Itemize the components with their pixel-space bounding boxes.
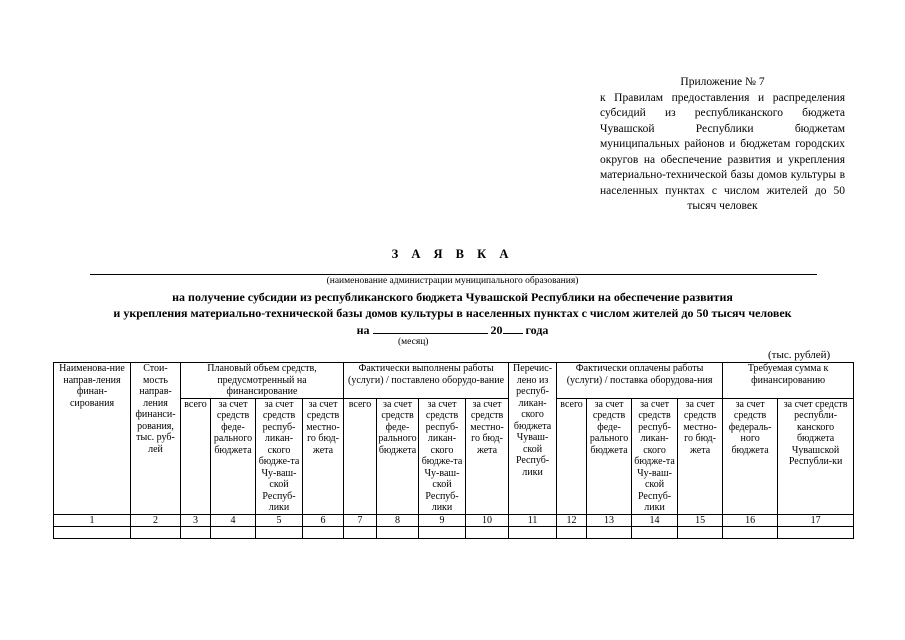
sub-federal: за счет средств феде-рального бюджета	[587, 398, 632, 514]
sub-republic: за счет средств респуб-ликан-ского бюдже-та Чу-ваш-ской Респуб-лики	[419, 398, 466, 514]
column-number-row	[54, 514, 854, 527]
group-required: Требуемая сумма к финансированию	[723, 363, 854, 399]
group-completed: Фактически выполнены работы (услуги) / поставлено оборудо-вание	[344, 363, 509, 399]
sub-required-republic: за счет средств республи-канского бюджета Чувашской Республи-ки	[778, 398, 854, 514]
admin-name-line	[90, 274, 817, 275]
sub-local: за счет средств местно-го бюд-жета	[466, 398, 509, 514]
appendix-text: к Правилам предоставления и распределения субсидий из республиканского бюджета Чувашской Республики бюджетам муниципальных районов и бюджетам городских округов на обеспечение развития и укрепления материально-технической базы домов культуры в населенных пунктах с числом жителей до 50 тысяч человек	[600, 91, 845, 212]
column-number: 7	[344, 514, 377, 527]
date-prefix: на	[356, 323, 370, 337]
appendix-title: Приложение № 7	[680, 76, 765, 88]
column-number: 1	[54, 514, 131, 527]
column-number: 5	[256, 514, 303, 527]
column-number: 17	[778, 514, 854, 527]
units-label: (тыс. рублей)	[768, 349, 831, 361]
application-table	[53, 362, 854, 539]
sub-republic: за счет средств респуб-ликан-ского бюдже-та Чу-ваш-ской Респуб-лики	[632, 398, 678, 514]
month-caption: (месяц)	[398, 337, 429, 347]
sub-local: за счет средств местно-го бюд-жета	[303, 398, 344, 514]
column-number: 9	[419, 514, 466, 527]
sub-required-federal: за счет средств федераль-ного бюджета	[723, 398, 778, 514]
col-cost: Стои-мость направ-ления финанси-рования, тыс. руб-лей	[131, 363, 181, 515]
column-number: 15	[678, 514, 723, 527]
empty-data-row	[54, 527, 854, 539]
sub-federal: за счет средств феде-рального бюджета	[377, 398, 419, 514]
sub-total: всего	[181, 398, 211, 514]
column-number: 10	[466, 514, 509, 527]
month-blank	[373, 322, 488, 334]
column-number: 14	[632, 514, 678, 527]
group-paid: Фактически оплачены работы (услуги) / поставка оборудова-ния	[557, 363, 723, 399]
sub-federal: за счет средств феде-рального бюджета	[211, 398, 256, 514]
date-suffix: года	[525, 323, 549, 337]
col-transferred: Перечис-лено из респуб-ликан-ского бюджета Чуваш-ской Респуб-лики	[509, 363, 557, 515]
col-direction-name: Наименова-ние направ-ления финан-сирования	[54, 363, 131, 515]
column-number: 4	[211, 514, 256, 527]
year-prefix: 20	[490, 323, 503, 337]
sub-republic: за счет средств респуб-ликан-ского бюдже-та Чу-ваш-ской Респуб-лики	[256, 398, 303, 514]
date-line	[0, 322, 905, 338]
column-number: 8	[377, 514, 419, 527]
heading-line-2: и укрепления материально-технической базы домов культуры в населенных пунктах с числом жителей до 50 тысяч человек	[113, 306, 792, 320]
column-number: 2	[131, 514, 181, 527]
admin-name-caption: (наименование администрации муниципального образования)	[326, 276, 579, 286]
column-number: 13	[587, 514, 632, 527]
appendix-block	[600, 75, 845, 215]
year-blank	[503, 322, 523, 334]
column-number: 6	[303, 514, 344, 527]
heading-line-1: на получение субсидии из республиканского бюджета Чувашской Республики на обеспечение развития	[172, 290, 733, 304]
column-number: 11	[509, 514, 557, 527]
document-title: З А Я В К А	[391, 247, 514, 261]
group-planned: Плановый объем средств, предусмотренный на финансирование	[181, 363, 344, 399]
column-number: 16	[723, 514, 778, 527]
sub-total: всего	[344, 398, 377, 514]
sub-local: за счет средств местно-го бюд-жета	[678, 398, 723, 514]
header-row-1	[54, 363, 854, 399]
column-number: 12	[557, 514, 587, 527]
column-number: 3	[181, 514, 211, 527]
sub-total: всего	[557, 398, 587, 514]
